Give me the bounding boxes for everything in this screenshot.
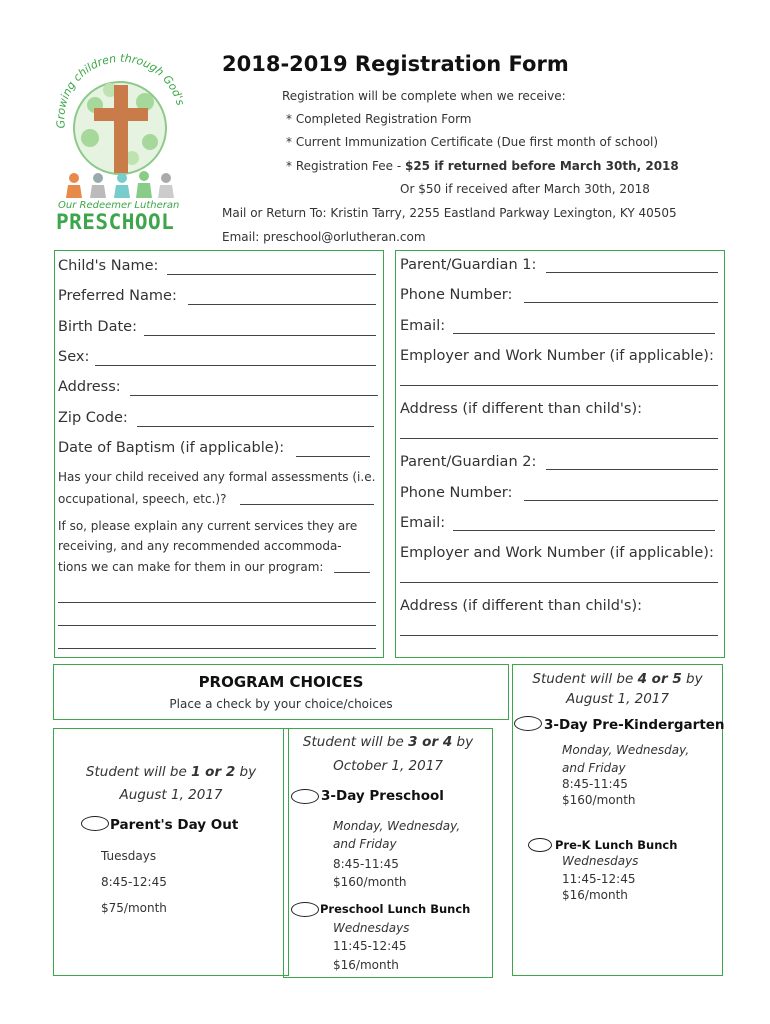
email1-field[interactable] <box>453 333 715 334</box>
age-1-2-heading <box>53 764 289 780</box>
parent1-label: Parent/Guardian 1: <box>400 257 537 273</box>
pre-k-days-2: and Friday <box>562 761 626 775</box>
services-text-3: tions we can make for them in our program: <box>58 560 324 574</box>
preschool-days-1: Monday, Wednesday, <box>333 819 461 833</box>
employer2-field[interactable] <box>400 582 718 583</box>
employer2-label: Employer and Work Number (if applicable): <box>400 545 714 561</box>
preschool-time: 8:45-11:45 <box>333 857 399 871</box>
pre-k-days-1: Monday, Wednesday, <box>562 743 690 757</box>
requirement-2: * Current Immunization Certificate (Due first month of school) <box>286 135 659 149</box>
services-text-1: If so, please explain any current services they are <box>58 519 358 533</box>
parents-day-out-checkbox[interactable] <box>81 816 109 831</box>
email2-label: Email: <box>400 515 446 531</box>
preschool-lunch-days: Wednesdays <box>333 921 410 935</box>
services-field-2[interactable] <box>58 602 376 603</box>
pdo-time: 8:45-12:45 <box>101 875 167 889</box>
age-4-5-heading-a: Student will be <box>532 671 638 687</box>
three-day-preschool-label: 3-Day Preschool <box>321 788 444 804</box>
assessment-question-1: Has your child received any formal assessments (i.e. <box>58 470 376 484</box>
services-text-2: receiving, and any recommended accommoda- <box>58 539 342 553</box>
parents-day-out-label: Parent's Day Out <box>110 817 239 833</box>
preschool-price: $160/month <box>333 875 407 889</box>
page-title: 2018-2019 Registration Form <box>222 52 569 76</box>
address-label: Address: <box>58 379 121 395</box>
mail-address: Mail or Return To: Kristin Tarry, 2255 Eastland Parkway Lexington, KY 40505 <box>222 206 677 220</box>
baptism-label: Date of Baptism (if applicable): <box>58 440 285 456</box>
pre-k-checkbox[interactable] <box>514 716 542 731</box>
parent1-field[interactable] <box>546 272 718 273</box>
age-4-5-heading-b: 4 or 5 <box>637 671 682 687</box>
preferred-name-field[interactable] <box>188 304 376 305</box>
parent2-field[interactable] <box>546 469 718 470</box>
birth-date-label: Birth Date: <box>58 319 137 335</box>
pre-k-time: 8:45-11:45 <box>562 777 628 791</box>
preschool-days-2: and Friday <box>333 837 397 851</box>
age-3-4-heading-a: Student will be <box>302 734 409 750</box>
baptism-field[interactable] <box>296 456 370 457</box>
preschool-lunch-time: 11:45-12:45 <box>333 939 407 953</box>
pre-k-lunch-label: Pre-K Lunch Bunch <box>555 838 678 852</box>
zip-code-field[interactable] <box>137 426 374 427</box>
assessment-field[interactable] <box>240 504 374 505</box>
phone1-field[interactable] <box>524 302 718 303</box>
email2-field[interactable] <box>453 530 715 531</box>
intro-text: Registration will be complete when we receive: <box>282 89 566 103</box>
pre-k-lunch-price: $16/month <box>562 888 628 902</box>
age-4-5-heading <box>512 671 723 687</box>
requirement-1: * Completed Registration Form <box>286 112 472 126</box>
pre-k-lunch-checkbox[interactable] <box>528 838 552 852</box>
sex-label: Sex: <box>58 349 90 365</box>
preferred-name-label: Preferred Name: <box>58 288 177 304</box>
fee-late: Or $50 if received after March 30th, 2018 <box>400 182 650 196</box>
address1-field[interactable] <box>400 438 718 439</box>
child-name-label: Child's Name: <box>58 258 159 274</box>
phone1-label: Phone Number: <box>400 287 513 303</box>
assessment-question-2: occupational, speech, etc.)? <box>58 492 227 506</box>
age-4-5-heading-c: by <box>681 671 703 687</box>
zip-code-label: Zip Code: <box>58 410 128 426</box>
preschool-lunch-price: $16/month <box>333 958 399 972</box>
fee-prefix: * Registration Fee - <box>286 159 405 173</box>
fee-early: $25 if returned before March 30th, 2018 <box>404 159 679 173</box>
phone2-field[interactable] <box>524 500 718 501</box>
age-1-2-heading-a: Student will be <box>85 764 192 780</box>
three-day-preschool-checkbox[interactable] <box>291 789 319 804</box>
address1-label: Address (if different than child's): <box>400 401 643 417</box>
employer1-label: Employer and Work Number (if applicable): <box>400 348 714 364</box>
age-3-4-heading-c: by <box>452 734 474 750</box>
email1-label: Email: <box>400 318 446 334</box>
preschool-logo <box>50 50 190 240</box>
birth-date-field[interactable] <box>144 335 376 336</box>
age-3-4-date: October 1, 2017 <box>333 758 443 774</box>
phone2-label: Phone Number: <box>400 485 513 501</box>
contact-email: Email: preschool@orlutheran.com <box>222 230 426 244</box>
address-field[interactable] <box>130 395 378 396</box>
age-3-4-heading <box>283 734 493 750</box>
age-1-2-heading-b: 1 or 2 <box>191 764 236 780</box>
child-name-field[interactable] <box>167 274 376 275</box>
age-1-2-heading-c: by <box>235 764 257 780</box>
employer1-field[interactable] <box>400 385 718 386</box>
services-field-1[interactable] <box>334 572 370 573</box>
program-choices-title: PROGRAM CHOICES <box>198 673 364 691</box>
pre-k-price: $160/month <box>562 793 636 807</box>
age-1-2-date: August 1, 2017 <box>119 787 223 803</box>
pre-k-label: 3-Day Pre-Kindergarten <box>544 717 725 733</box>
address2-field[interactable] <box>400 635 718 636</box>
services-field-4[interactable] <box>58 648 376 649</box>
preschool-lunch-checkbox[interactable] <box>291 902 319 917</box>
pre-k-lunch-days: Wednesdays <box>562 854 639 868</box>
logo-line1: Our Redeemer Lutheran <box>58 200 180 211</box>
preschool-lunch-label: Preschool Lunch Bunch <box>320 902 471 916</box>
pdo-days: Tuesdays <box>101 849 157 863</box>
logo-line2: PRESCHOOL <box>56 210 175 234</box>
pre-k-lunch-time: 11:45-12:45 <box>562 872 636 886</box>
logo-arc-text: Growing children through God's <box>54 51 187 129</box>
sex-field[interactable] <box>95 365 376 366</box>
pdo-price: $75/month <box>101 901 167 915</box>
age-3-4-heading-b: 3 or 4 <box>408 734 453 750</box>
address2-label: Address (if different than child's): <box>400 598 643 614</box>
services-field-3[interactable] <box>58 625 376 626</box>
requirement-3 <box>286 159 679 173</box>
program-choices-subtitle: Place a check by your choice/choices <box>169 697 393 711</box>
age-4-5-date: August 1, 2017 <box>565 691 670 707</box>
age-4-5-box <box>512 664 723 976</box>
parent2-label: Parent/Guardian 2: <box>400 454 537 470</box>
